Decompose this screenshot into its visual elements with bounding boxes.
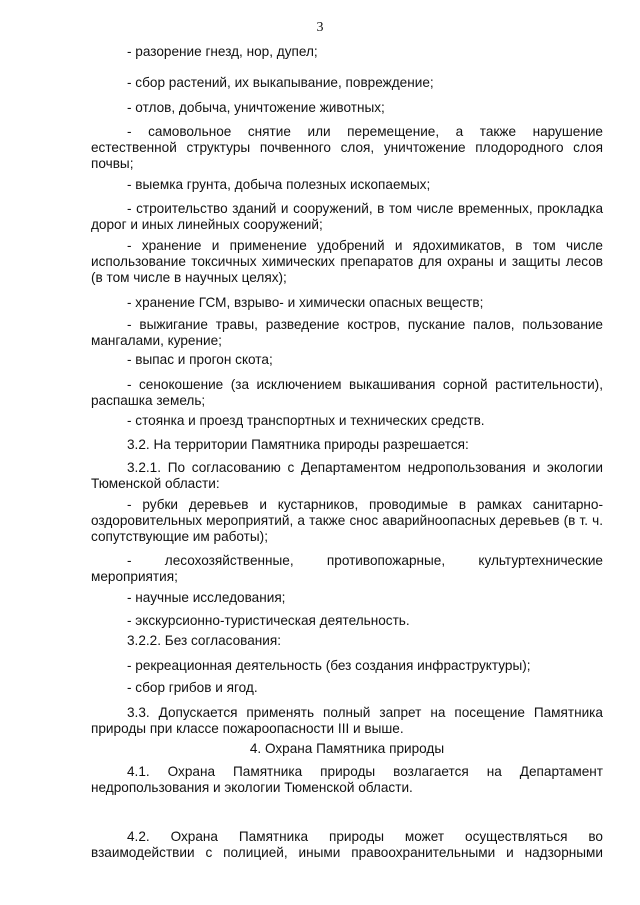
prohibition-item-vehicles: - стоянка и проезд транспортных и технических средств. bbox=[127, 413, 485, 428]
page-number: 3 bbox=[316, 20, 324, 35]
section-4-1-text: 4.1. Охрана Памятника природы возлагается на Департамент недропользования и экологии Тюменской области. bbox=[91, 764, 603, 795]
permitted-item-recreation: - рекреационная деятельность (без создания инфраструктуры); bbox=[127, 658, 531, 673]
prohibition-item-plants: - сбор растений, их выкапывание, повреждение; bbox=[127, 75, 434, 90]
permitted-item-mushrooms: - сбор грибов и ягод. bbox=[127, 680, 258, 695]
section-4-2-text: 4.2. Охрана Памятника природы может осуществляться во взаимодействии с полицией, иными правоохранительными и надзорными bbox=[91, 829, 603, 860]
prohibition-item-haymaking: - сенокошение (за исключением выкашивания сорной растительности), распашка земель; bbox=[91, 377, 603, 408]
section-3-3-text: 3.3. Допускается применять полный запрет на посещение Памятника природы при классе пожароопасности III и выше. bbox=[91, 705, 603, 736]
prohibition-item-animals: - отлов, добыча, уничтожение животных; bbox=[127, 100, 385, 115]
section-3-2-2-heading: 3.2.2. Без согласования: bbox=[127, 633, 282, 648]
permitted-item-research: - научные исследования; bbox=[127, 590, 286, 605]
prohibition-item-construction: - строительство зданий и сооружений, в том числе временных, прокладка дорог и иных линейных сооружений; bbox=[91, 201, 603, 232]
prohibition-item-excavation: - выемка грунта, добыча полезных ископаемых; bbox=[127, 177, 431, 192]
prohibition-item-fires: - выжигание травы, разведение костров, пускание палов, пользование мангалами, курение; bbox=[91, 317, 603, 348]
permitted-item-felling: - рубки деревьев и кустарников, проводимые в рамках санитарно-оздоровительных мероприятий, а также снос аварийноопасных деревьев (в т. ч. сопутствующие им работы); bbox=[91, 497, 603, 544]
prohibition-item-nests: - разорение гнезд, нор, дупел; bbox=[127, 44, 318, 59]
section-3-2-heading: 3.2. На территории Памятника природы разрешается: bbox=[127, 437, 469, 452]
permitted-item-tourism: - экскурсионно-туристическая деятельность. bbox=[127, 613, 410, 628]
section-4-heading: 4. Охрана Памятника природы bbox=[249, 741, 445, 756]
permitted-item-forestry: - лесохозяйственные, противопожарные, культуртехнические мероприятия; bbox=[91, 553, 603, 584]
prohibition-item-grazing: - выпас и прогон скота; bbox=[127, 352, 273, 367]
prohibition-item-soil: - самовольное снятие или перемещение, а также нарушение естественной структуры почвенного слоя, уничтожение плодородного слоя почвы; bbox=[91, 124, 603, 171]
prohibition-item-fuel: - хранение ГСМ, взрыво- и химически опасных веществ; bbox=[127, 295, 484, 310]
prohibition-item-chemicals: - хранение и применение удобрений и ядохимикатов, в том числе использование токсичных химических препаратов для охраны и защиты лесов (в том числе в научных целях); bbox=[91, 238, 603, 285]
section-3-2-1-heading: 3.2.1. По согласованию с Департаментом недропользования и экологии Тюменской области: bbox=[91, 460, 603, 491]
